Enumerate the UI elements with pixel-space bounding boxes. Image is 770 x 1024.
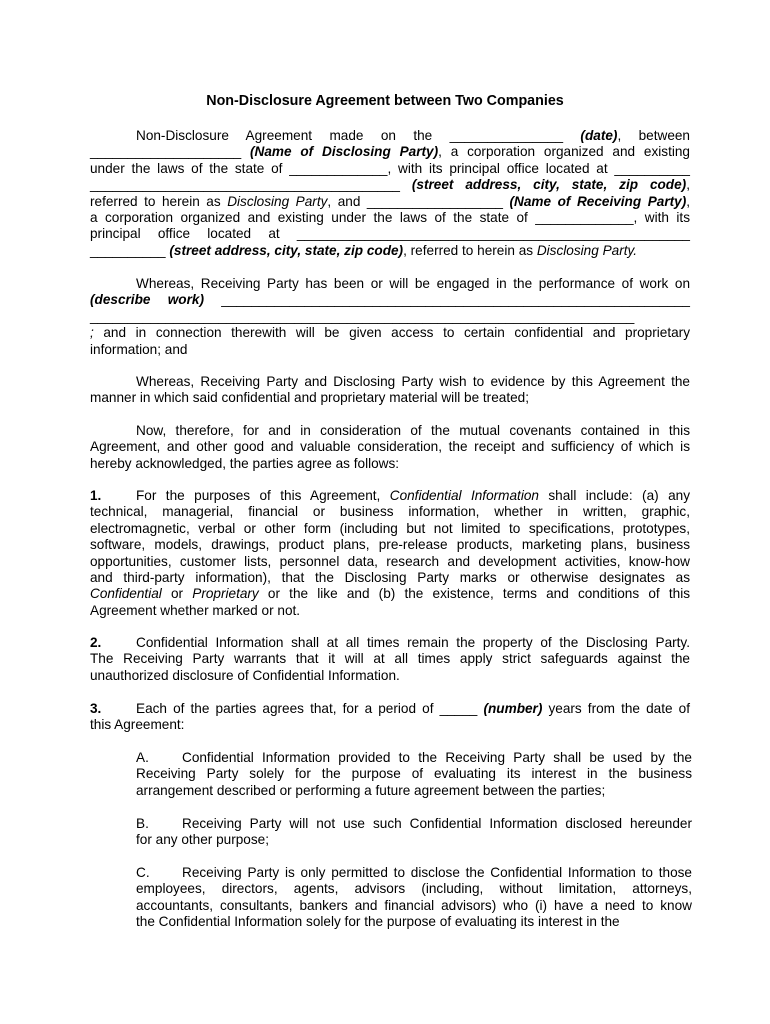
describe-work-label: (describe work) (90, 292, 204, 308)
document-title: Non-Disclosure Agreement between Two Companies (206, 93, 564, 109)
intro-paragraph: Non-Disclosure Agreement made on the _______________ (date), between ____________________ (Name of Disclosing Party), a corporation organized and existing under the laws of the state of _____________, with its principal office located at __________ _________________________________________ (street address, city, state, zip code), referred to herein as Disclosing Party, and __________________ (Name of Receiving Party), a corporation organized and existing under the laws of the state of _____________, with its principal office located at ____________________________________________________ __________ (street address, city, state, zip code), referred to herein as Disclosing Party. (90, 128, 691, 258)
section-2: 2. Confidential Information shall at all times remain the property of the Disclosing Party. The Receiving Party warrants that it will at all times apply strict safeguards against the unauthorized disclosure of Confidential Information. (90, 635, 690, 683)
address-label-2: (street address, city, state, zip code) (169, 242, 404, 258)
receiving-party-name-label: (Name of Receiving Party) (509, 193, 687, 209)
disclosing-party-name-label: (Name of Disclosing Party) (250, 144, 439, 160)
section-number: 1. (90, 488, 102, 503)
section-number: 3. (90, 701, 102, 716)
subsection-letter: C. (136, 865, 150, 880)
number-field-label: (number) (483, 701, 543, 716)
subsection-letter: B. (136, 816, 149, 831)
date-field-label: (date) (580, 128, 618, 143)
subsection-letter: A. (136, 750, 149, 765)
subsection-a: A. Confidential Information provided to the Receiving Party shall be used by the Receiving Party solely for the purpose of evaluating its interest in the business arrangement described or performing a future agreement between the parties; (136, 750, 692, 798)
section-3: 3. Each of the parties agrees that, for a period of _____ (number) years from the date of this Agreement: (90, 701, 690, 733)
whereas-paragraph-2: Whereas, Receiving Party and Disclosing Party wish to evidence by this Agreement the manner in which said confidential and proprietary material will be treated; (90, 374, 690, 406)
subsection-c: C. Receiving Party is only permitted to disclose the Confidential Information to those employees, directors, agents, advisors (including, without limitation, attorneys, accountants, consultants, bankers and financial advisors) who (i) have a need to know the Confidential Information solely for the purpose of evaluating its interest in the (136, 865, 692, 930)
section-1: 1. For the purposes of this Agreement, Confidential Information shall include: (a) any technical, managerial, financial or business information, whether in written, graphic, electromagnetic, verbal or other form (including but not limited to specifications, prototypes, software, models, drawings, product plans, pre-release products, marketing plans, business opportunities, customer lists, personnel data, research and development activities, know-how and third-party information), that the Disclosing Party marks or otherwise designates as Confidential or Proprietary or the like and (b) the existence, terms and conditions of this Agreement whether marked or not. (90, 488, 691, 618)
now-therefore-paragraph: Now, therefore, for and in consideration of the mutual covenants contained in this Agreement, and other good and valuable consideration, the receipt and sufficiency of which is hereby acknowledged, the parties agree as follows: (90, 423, 690, 471)
whereas-paragraph-1: Whereas, Receiving Party has been or will be engaged in the performance of work on (describe work) ______________________________________________________________ ________________________________________________________________________ ; and in connection therewith will be given access to certain confidential and proprietary information; and (90, 276, 690, 357)
section-number: 2. (90, 635, 102, 650)
address-label: (street address, city, state, zip code) (411, 177, 687, 193)
subsection-b: B. Receiving Party will not use such Confidential Information disclosed hereunder for any other purpose; (136, 816, 692, 848)
